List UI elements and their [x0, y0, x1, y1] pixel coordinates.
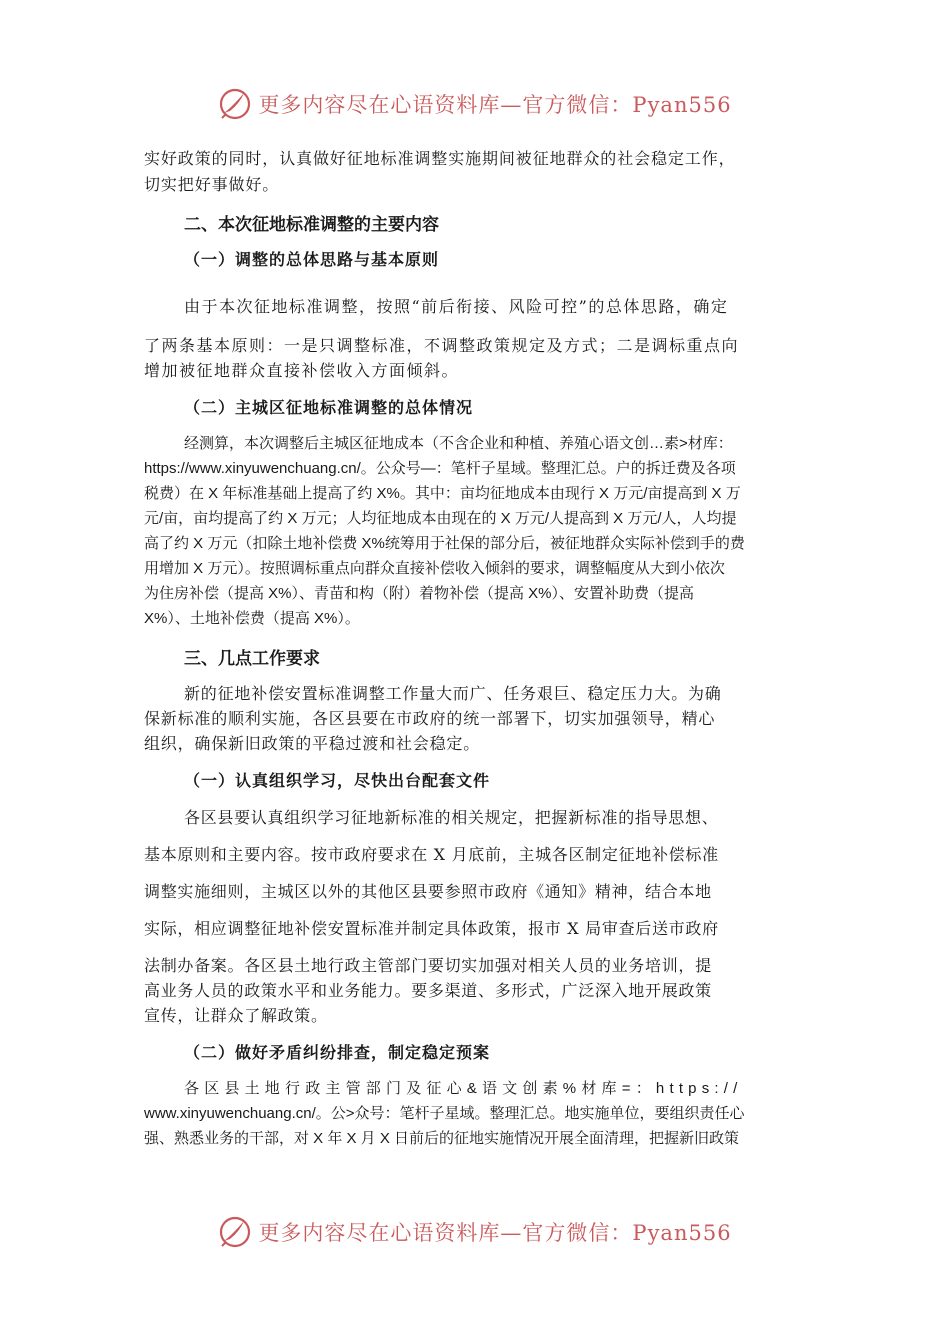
quill-logo-icon [218, 1215, 252, 1249]
body-line: 基本原则和主要内容。按市政府要求在 X 月底前，主城各区制定征地补偿标准 [144, 845, 719, 864]
body-line: https://www.xinyuwenchuang.cn/。公众号—：笔杆子星域。整理汇总。户的拆迁费及各项 [144, 460, 736, 477]
body-line: www.xinyuwenchuang.cn/。公>众号：笔杆子星域。整理汇总。地实施单位，要组织责任心 [144, 1105, 745, 1122]
footer-banner-text: 更多内容尽在心语资料库—官方微信：Pyan556 [258, 1221, 732, 1245]
body-line: 高了约 X 万元（扣除土地补偿费 X%统筹用于社保的部分后，被征地群众实际补偿到手的费 [144, 535, 745, 552]
body-line: 各区县要认真组织学习征地新标准的相关规定，把握新标准的指导思想、 [184, 808, 719, 827]
header-banner [0, 84, 950, 124]
section-heading: 三、几点工作要求 [184, 649, 320, 669]
subsection-heading: （一）调整的总体思路与基本原则 [184, 250, 440, 269]
body-line: 高业务人员的政策水平和业务能力。要多渠道、多形式，广泛深入地开展政策 [144, 981, 712, 1000]
body-line: 宣传，让群众了解政策。 [144, 1006, 328, 1025]
body-line: 保新标准的顺利实施，各区县要在市政府的统一部署下，切实加强领导，精心 [144, 709, 716, 728]
body-line: 增加被征地群众直接补偿收入方面倾斜。 [144, 361, 460, 380]
body-line: 了两条基本原则：一是只调整标准，不调整政策规定及方式；二是调标重点向 [144, 336, 740, 355]
quill-logo-icon [218, 87, 252, 121]
body-line: 由于本次征地标准调整，按照“前后衔接、风险可控”的总体思路，确定 [184, 297, 729, 316]
body-line: X%）、土地补偿费（提高 X%）。 [144, 610, 360, 627]
subsection-heading: （二）做好矛盾纠纷排查，制定稳定预案 [184, 1043, 491, 1062]
body-line: 用增加 X 万元）。按照调标重点向群众直接补偿收入倾斜的要求，调整幅度从大到小依次 [144, 560, 725, 577]
footer-banner [0, 1212, 950, 1252]
subsection-heading: （一）认真组织学习，尽快出台配套文件 [184, 771, 491, 790]
body-line: 为住房补偿（提高 X%）、青苗和构（附）着物补偿（提高 X%）、安置补助费（提高 [144, 585, 695, 602]
body-line: 调整实施细则，主城区以外的其他区县要参照市政府《通知》精神，结合本地 [144, 882, 712, 901]
body-line: 实际，相应调整征地补偿安置标准并制定具体政策，报市 X 局审查后送市政府 [144, 919, 719, 938]
body-line: 税费）在 X 年标准基础上提高了约 X%。其中：亩均征地成本由现行 X 万元/亩提高到 X 万 [144, 485, 741, 502]
body-line: 新的征地补偿安置标准调整工作量大而广、任务艰巨、稳定压力大。为确 [184, 684, 722, 703]
body-line: 经测算，本次调整后主城区征地成本（不含企业和种植、养殖心语文创…素>材库： [184, 435, 733, 452]
section-heading: 二、本次征地标准调整的主要内容 [184, 215, 439, 235]
body-line: 各区县土地行政主管部门及征心&语文创素%材库=：https:// [184, 1080, 743, 1097]
body-line: 切实把好事做好。 [144, 175, 280, 194]
body-line: 强、熟悉业务的干部，对 X 年 X 月 X 日前后的征地实施情况开展全面清理，把握新旧政策 [144, 1130, 740, 1147]
body-line: 法制办备案。各区县土地行政主管部门要切实加强对相关人员的业务培训，提 [144, 956, 712, 975]
subsection-heading: （二）主城区征地标准调整的总体情况 [184, 398, 474, 417]
header-banner-text: 更多内容尽在心语资料库—官方微信：Pyan556 [258, 93, 732, 117]
body-line: 元/亩，亩均提高了约 X 万元；人均征地成本由现在的 X 万元/人提高到 X 万元/人，人均提 [144, 510, 737, 527]
body-line: 实好政策的同时，认真做好征地标准调整实施期间被征地群众的社会稳定工作， [144, 149, 736, 168]
body-line: 组织，确保新旧政策的平稳过渡和社会稳定。 [144, 734, 481, 753]
